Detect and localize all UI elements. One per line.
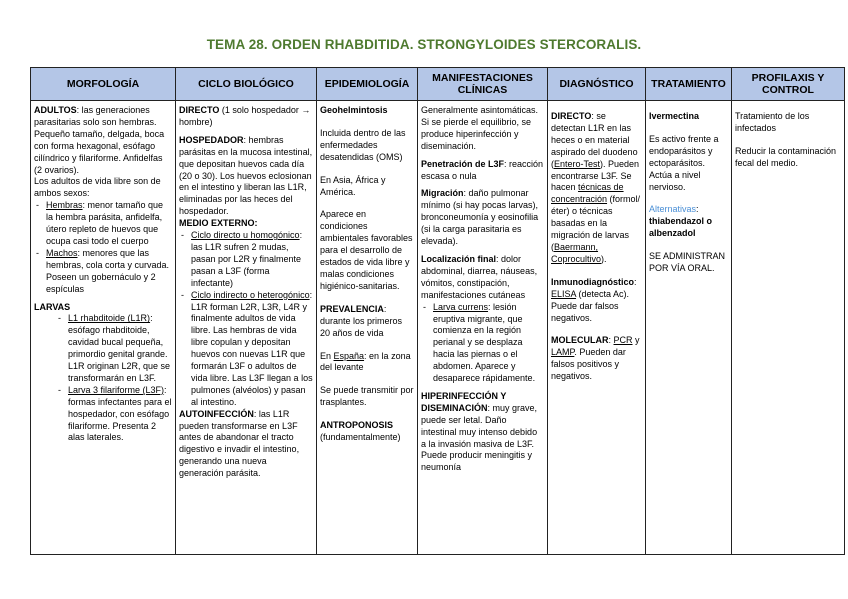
trat-paragraph-2: SE ADMINISTRAN POR VÍA ORAL. [649, 251, 726, 274]
ciclo-directo-text: : las L1R sufren 2 mudas, pasan por L2R y finalmente pasan a L3F (forma infectante) [191, 230, 303, 288]
adultos-text: : las generaciones parasitarias solo son hembras. Pequeño tamaño, delgada, boca con forma hexagonal, esófago cilíndrico y filariforme. Anfidelfas (2 ovarios). [34, 105, 165, 175]
autoinfeccion-text: : las L1R pueden transformarse en L3F antes de abandonar el tracto digestivo e invadir el intestino, generando una nueva generación parásita. [179, 408, 300, 479]
man-paragraph-1: Generalmente asintomáticas. Si se pierde el equilibrio, se produce hiperinfección y diseminación. [421, 105, 539, 151]
hiperinfeccion-label: HIPERINFECCIÓN Y DISEMINACIÓN [421, 390, 507, 413]
medio-label: MEDIO EXTERNO [179, 218, 255, 229]
ciclo-directo-label: Ciclo directo u homogónico [191, 230, 300, 241]
hospedador-text: : hembras parásitas en la mucosa intestinal, que depositan huevos cada día (20 o 30). Los huevos eclosionan en el intestino y liberan las L1R, eliminadas por las heces del hospedador. [179, 134, 313, 217]
summary-table [30, 67, 845, 555]
espana-pre: En [320, 350, 334, 361]
header-row [31, 68, 845, 101]
cell-morfologia [31, 101, 176, 555]
baermann-label: Baermann, Coprocultivo [551, 241, 602, 264]
header-profilaxis: PROFILAXIS Y CONTROL [732, 68, 845, 101]
alternativas-colon: : [696, 204, 699, 215]
directo-text: (1 solo hospedador → hombre) [179, 105, 311, 127]
header-tratamiento: TRATAMIENTO [646, 68, 732, 101]
geohelmintosis-label: Geohelmintosis [320, 105, 388, 115]
hospedador-paragraph [179, 135, 313, 218]
ciclo-indirecto-text: : L1R forman L2R, L3R, L4R y finalmente adultos de vida libre. Las hembras de vida libre copulan y depositan huevos con nuevas L1R que formarán L3F o adultos de vida libre. Las L3F llegan a los pulmones (alvéolos) y pasan al intestino. [191, 289, 313, 407]
l1r-label: L1 rhabditoide (L1R) [68, 313, 151, 324]
trat-paragraph-1: Es activo frente a endoparásitos y ectoparásitos. Actúa a nivel nervioso. [649, 133, 719, 192]
inmuno-text: (detecta Ac). Puede dar falsos negativos. [551, 288, 630, 323]
adultos-paragraph [34, 105, 172, 176]
epi-paragraph-4: Se puede transmitir por trasplantes. [320, 385, 414, 408]
alternativas-label: Alternativas [649, 204, 697, 215]
tecnicas-label: técnicas de concentración [551, 182, 624, 205]
header-epidemiologia: EPIDEMIOLOGÍA [317, 68, 418, 101]
header-diagnostico: DIAGNÓSTICO [548, 68, 646, 101]
diag-directo-text-4: ). [601, 253, 607, 264]
epi-paragraph-2: En Asia, África y América. [320, 174, 386, 197]
ivermectina-label: Ivermectina [649, 111, 700, 121]
larva-currens-label: Larva currens [433, 301, 489, 312]
l3f-text: : formas infectantes para el hospedador, con esófago filariforme. Presenta 2 alas laterales. [68, 384, 172, 443]
adultos-list [34, 200, 172, 295]
cell-manifestaciones [418, 101, 548, 555]
machos-label: Machos [46, 247, 78, 258]
autoinfeccion-paragraph [179, 409, 313, 480]
migracion-text: : daño pulmonar mínimo (si hay pocas larvas), bronconeumonía y eosinofilia (si la carga parasitaria es elevada). [421, 188, 539, 247]
hospedador-label: HOSPEDADOR [179, 134, 244, 145]
diag-directo-text-1: : se detectan L1R en las heces o en material aspirado del duodeno ( [551, 111, 638, 169]
document-title: TEMA 28. ORDEN RHABDITIDA. STRONGYLOIDES STERCORALIS. [206, 37, 642, 52]
inmuno-colon: : [634, 276, 637, 287]
lamp-label: LAMP [551, 347, 575, 358]
adultos-label: ADULTOS [34, 105, 77, 115]
epi-paragraph-1: Incluida dentro de las enfermedades desatendidas (OMS) [320, 127, 406, 162]
diag-directo-text-3: (formol/éter) o técnicas basadas en la migración de larvas ( [551, 194, 641, 252]
elisa-label: ELISA [551, 288, 577, 299]
list-item-l3f [56, 385, 172, 445]
header-manifestaciones: MANIFESTACIONES CLÍNICAS [418, 68, 548, 101]
hiperinfeccion-text: : muy grave, puede ser letal. Daño intestinal muy intenso debido a la invasión masiva de L3F. Puede producir meningitis y neumonía [421, 402, 538, 473]
larvas-list [34, 313, 172, 444]
cell-diagnostico [548, 101, 646, 555]
hembras-text: : menor tamaño que la hembra parásita, anfidelfa, útero repleto de huevos que ocupa casi todo el cuerpo [46, 200, 164, 246]
directo-paragraph [179, 105, 313, 129]
antroponosis-label: ANTROPONOSIS [320, 420, 394, 431]
molecular-y: y [632, 335, 640, 346]
alternativas-heading [649, 204, 728, 216]
hembras-label: Hembras [46, 200, 83, 211]
hiperinfeccion-paragraph [421, 391, 544, 474]
penetracion-text: : reacción escasa o nula [421, 158, 544, 181]
diag-directo-text-2: ). Pueden encontrarse L3F. Se hacen [551, 158, 640, 193]
cell-epidemiologia [317, 101, 418, 555]
molecular-colon: : [608, 335, 614, 346]
list-item-hembras [34, 200, 172, 248]
content-row [31, 101, 845, 555]
migracion-paragraph [421, 188, 544, 248]
vida-libre-text: Los adultos de vida libre son de ambos sexos: [34, 176, 161, 199]
medio-paragraph [179, 218, 313, 230]
list-item-machos [34, 248, 172, 296]
localizacion-text: : dolor abdominal, diarrea, náuseas, vómitos, constipación, manifestaciones cutáneas [421, 253, 538, 300]
l1r-text: : esófago rhabditoide, cavidad bucal pequeña, primordio genital grande. L1R originan L2R, que se transformarán en L3F. [68, 313, 171, 383]
cell-tratamiento [646, 101, 732, 555]
prof-paragraph-1: Tratamiento de los infectados [735, 111, 810, 133]
directo-label: DIRECTO [179, 105, 220, 115]
l3f-label: Larva 3 filariforme (L3F) [68, 384, 165, 395]
diag-directo-label: DIRECTO [551, 111, 592, 121]
localizacion-paragraph [421, 254, 544, 302]
prevalencia-text: : durante los primeros 20 años de vida [320, 303, 403, 338]
antroponosis-text: (fundamentalmente) [320, 432, 401, 443]
prevalencia-paragraph [320, 304, 414, 340]
medio-colon: : [254, 218, 258, 229]
penetracion-paragraph [421, 159, 544, 183]
cell-profilaxis [732, 101, 845, 555]
list-item-ciclo-directo [179, 230, 313, 290]
pcr-label: PCR [613, 335, 633, 346]
diag-directo-paragraph [551, 111, 642, 266]
list-item-ciclo-indirecto [179, 290, 313, 409]
prof-paragraph-2: Reducir la contaminación fecal del medio. [735, 145, 837, 168]
alternativas-text: thiabendazol o albenzadol [649, 216, 712, 239]
inmuno-paragraph [551, 277, 642, 325]
molecular-text: . Pueden dar falsos positivos y negativos. [551, 347, 626, 382]
espana-text: : en la zona del levante [320, 350, 411, 373]
espana-label: España [333, 350, 365, 361]
localizacion-label: Localización final [421, 253, 497, 264]
localizacion-list [421, 302, 544, 385]
larva-currens-text: : lesión eruptiva migrante, que comienza en la región perianal y se desplaza hacia las piernas o el abdomen. Aparece y desaparece rápidamente. [433, 301, 536, 384]
penetracion-label: Penetración de L3F [421, 158, 505, 169]
larvas-label: LARVAS [34, 301, 71, 312]
header-morfologia: MORFOLOGÍA [31, 68, 176, 101]
epi-paragraph-3: Aparece en condiciones ambientales favorables para el desarrollo de estados de vida libre y malas condiciones higiénico-sanitarias. [320, 209, 413, 291]
header-ciclo: CICLO BIOLÓGICO [176, 68, 317, 101]
machos-text: : menores que las hembras, cola corta y curvada. Poseen un gobernáculo y 2 espículas [46, 247, 170, 294]
espana-paragraph [320, 351, 414, 375]
list-item-l1r [56, 313, 172, 384]
molecular-label: MOLECULAR [551, 335, 609, 346]
ciclo-indirecto-label: Ciclo indirecto o heterogónico [191, 289, 310, 300]
molecular-paragraph [551, 335, 642, 383]
autoinfeccion-label: AUTOINFECCIÓN [179, 408, 254, 419]
medio-list [179, 230, 313, 409]
migracion-label: Migración [421, 188, 464, 199]
list-item-larva-currens [421, 302, 544, 385]
entero-test-label: Entero-Test [554, 158, 601, 169]
prevalencia-label: PREVALENCIA [320, 303, 384, 314]
cell-ciclo [176, 101, 317, 555]
inmuno-label: Inmunodiagnóstico [551, 276, 634, 287]
